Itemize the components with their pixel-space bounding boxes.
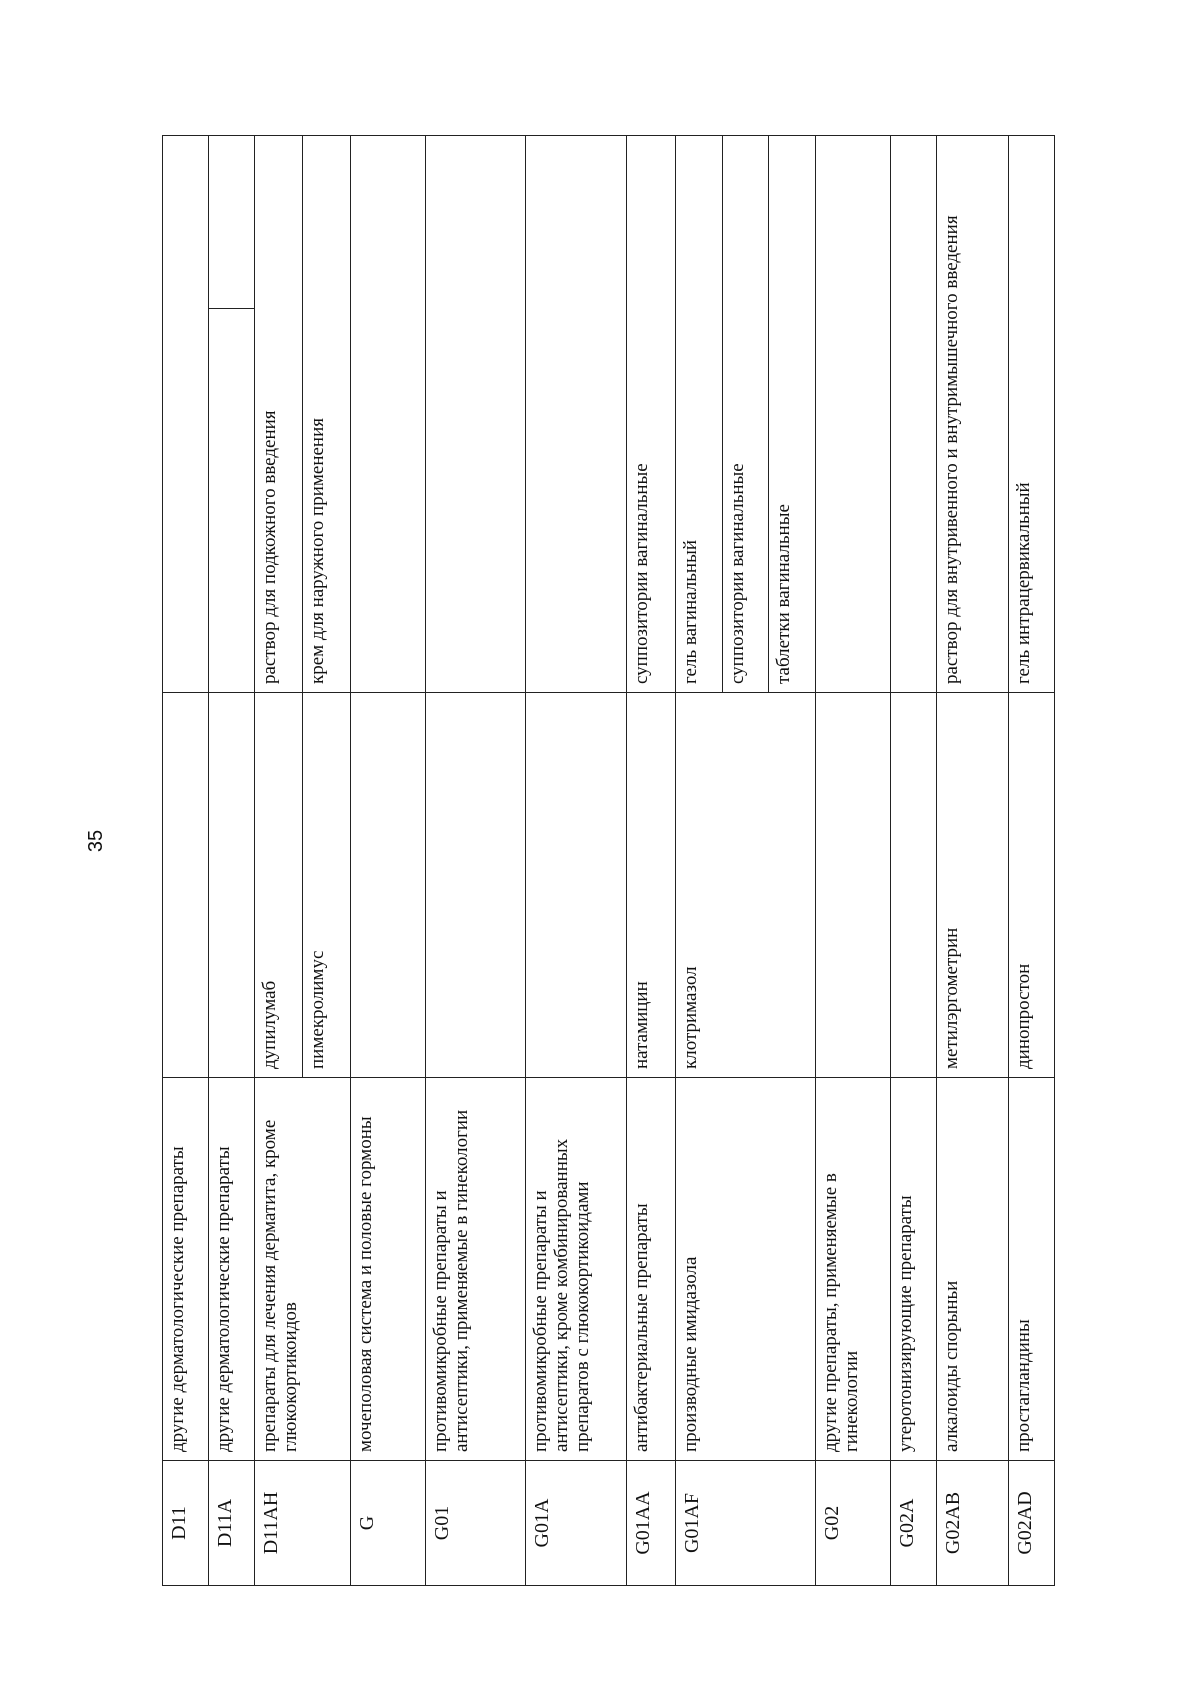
group-name: другие препараты, применяемые в гинекологии — [816, 1078, 891, 1461]
table-row — [816, 136, 891, 1586]
table-row — [890, 136, 936, 1586]
dosage-form: раствор для внутривенного и внутримышечного введения — [936, 136, 1009, 693]
atc-code: G01AF — [675, 1461, 815, 1586]
atc-code: G02 — [816, 1461, 891, 1586]
dosage-form — [350, 136, 425, 693]
atc-code: D11 — [163, 1461, 209, 1586]
atc-code: D11A — [208, 1461, 255, 1586]
dosage-form — [425, 136, 526, 693]
drug-name: пимекролимус — [303, 693, 351, 1078]
dosage-form — [816, 136, 891, 693]
dosage-form: крем для наружного применения — [303, 136, 351, 693]
atc-code: G — [350, 1461, 425, 1586]
group-name: другие дерматологические препараты — [208, 1078, 255, 1461]
dosage-form: суппозитории вагинальные — [722, 136, 769, 693]
table-row — [526, 136, 627, 1586]
group-name: препараты для лечения дерматита, кроме глюкокортикоидов — [255, 1078, 351, 1461]
dosage-form: суппозитории вагинальные — [627, 136, 676, 693]
dosage-form — [890, 136, 936, 693]
dosage-form: гель интрацервикальный — [1009, 136, 1055, 693]
drug-table-container — [162, 136, 1055, 1586]
table-row — [627, 136, 676, 1586]
atc-code: G02AD — [1009, 1461, 1055, 1586]
drug-name: динопростон — [1009, 693, 1055, 1078]
dosage-form — [163, 136, 209, 693]
drug-name — [526, 693, 627, 1078]
table-row — [255, 136, 303, 1586]
atc-code: G01A — [526, 1461, 627, 1586]
group-name: другие дерматологические препараты — [163, 1078, 209, 1461]
drug-name: натамицин — [627, 693, 676, 1078]
group-name: противомикробные препараты и антисептики, кроме комбинированных препаратов с глюкокортикоидами — [526, 1078, 627, 1461]
group-name: мочеполовая система и половые гормоны — [350, 1078, 425, 1461]
group-name: производные имидазола — [675, 1078, 815, 1461]
table-row — [1009, 136, 1055, 1586]
atc-code: G01AA — [627, 1461, 676, 1586]
dosage-form: таблетки вагинальные — [769, 136, 816, 693]
group-name: антибактериальные препараты — [627, 1078, 676, 1461]
table-row — [936, 136, 1009, 1586]
table-row — [208, 136, 255, 1586]
dosage-form: раствор для подкожного введения — [255, 136, 303, 693]
drug-classification-table — [162, 135, 1055, 1586]
group-name: утеротонизирующие препараты — [890, 1078, 936, 1461]
blank-cell — [208, 136, 255, 309]
atc-code: G01 — [425, 1461, 526, 1586]
group-name: алкалоиды спорыньи — [936, 1078, 1009, 1461]
atc-code: G02A — [890, 1461, 936, 1586]
atc-code: G02AB — [936, 1461, 1009, 1586]
table-row — [350, 136, 425, 1586]
drug-name — [208, 693, 255, 1078]
group-name: противомикробные препараты и антисептики, применяемые в гинекологии — [425, 1078, 526, 1461]
drug-name — [816, 693, 891, 1078]
drug-name — [163, 693, 209, 1078]
atc-code: D11AH — [255, 1461, 351, 1586]
dosage-form: гель вагинальный — [675, 136, 722, 693]
table-row — [425, 136, 526, 1586]
drug-name — [350, 693, 425, 1078]
group-name: простагландины — [1009, 1078, 1055, 1461]
table-row — [163, 136, 209, 1586]
dosage-form — [526, 136, 627, 693]
page-number: 35 — [85, 829, 107, 853]
drug-name: дупилумаб — [255, 693, 303, 1078]
drug-name: метилэргометрин — [936, 693, 1009, 1078]
drug-name: клотримазол — [675, 693, 815, 1078]
drug-name — [425, 693, 526, 1078]
table-row — [675, 136, 722, 1586]
dosage-form — [208, 309, 255, 693]
drug-name — [890, 693, 936, 1078]
